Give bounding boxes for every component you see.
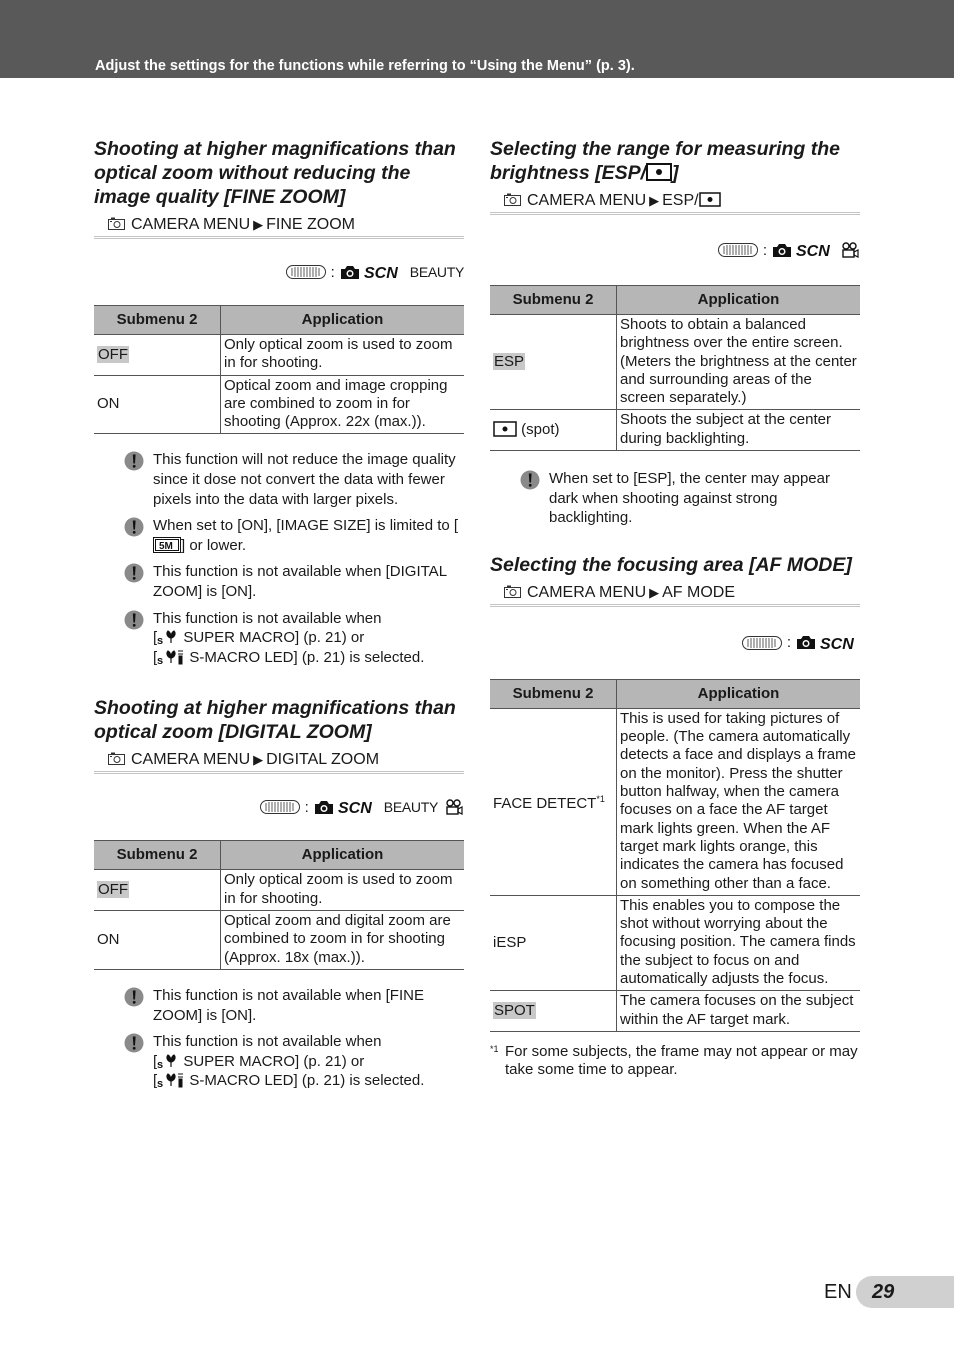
- application-text: This enables you to compose the shot without worrying about the focusing position. The camera finds the subject to focus on and automatically adjusts the focus.: [617, 895, 861, 990]
- note-item: This function is not available when [ s SUPER MACRO] (p. 21) or [ s S-MACRO LED] (p. 21) is selected.: [124, 1032, 464, 1091]
- table-row: [94, 870, 464, 911]
- setting-value: FACE DETECT$^{*1}$: [490, 708, 617, 895]
- camera-mode-icon: [796, 635, 816, 650]
- table-row: [490, 410, 860, 451]
- camera-menu-icon: [504, 585, 521, 598]
- application-text: Only optical zoom is used to zoom in for shooting.: [221, 870, 465, 911]
- digital-zoom-title: Shooting at higher magnifications than optical zoom [DIGITAL ZOOM]: [94, 697, 456, 744]
- column-header-application: Application: [617, 286, 861, 315]
- note-item: [520, 469, 860, 528]
- camera-mode-icon: [340, 265, 360, 280]
- note-text: SUPER MACRO] (p. 21) or: [179, 1052, 365, 1070]
- note-text: When set to [ESP], the center may appear dark when shooting against strong backlighting.: [549, 470, 830, 527]
- application-text: Optical zoom and image cropping are combined to zoom in for shooting (Approx. 22x (max.)).: [221, 375, 465, 434]
- scn-icon: [338, 799, 378, 815]
- af-mode-footnote: [490, 1043, 860, 1080]
- table-row: [94, 375, 464, 434]
- af-mode-table: [490, 679, 860, 1032]
- column-header-submenu: Submenu 2: [490, 286, 617, 315]
- header-band: [0, 0, 954, 78]
- application-text: This is used for taking pictures of people. (The camera automatically detects a face and displays a frame on the monitor). Press the shutter button halfway, when the camera focuses on a face the AF target mark lights green. When the AF target mark lights orange, this indicates the camera has focused on something other than a face.: [617, 708, 861, 895]
- fine-zoom-notes: [94, 450, 464, 667]
- super-macro-icon: [157, 1053, 179, 1069]
- caution-icon: [520, 470, 540, 490]
- setting-value: (spot): [490, 410, 617, 451]
- left-column: [94, 137, 464, 1098]
- fine-zoom-available-modes: [94, 239, 464, 305]
- spot-metering-icon: [493, 421, 517, 437]
- mode-dial-icon: [286, 265, 326, 279]
- application-text: Optical zoom and digital zoom are combined to zoom in for shooting (Approx. 18x (max.)).: [221, 911, 465, 970]
- camera-mode-icon: [314, 800, 334, 815]
- footnote-mark: *1: [490, 1043, 499, 1054]
- arrow-right-icon: ▶: [649, 193, 660, 208]
- note-item: [124, 562, 464, 601]
- svg-text:SCN: SCN: [796, 243, 830, 258]
- fine-zoom-menu-path: [94, 215, 464, 239]
- esp-menu-path: [490, 191, 860, 215]
- svg-text:s: s: [157, 654, 164, 665]
- language-label: EN: [824, 1281, 852, 1303]
- default-setting-value: ESP: [494, 353, 525, 371]
- note-item: [124, 450, 464, 509]
- colon: :: [330, 263, 335, 281]
- menu-path-item: ESP/: [662, 192, 699, 209]
- mode-dial-icon: [718, 243, 758, 257]
- menu-path-root: CAMERA MENU: [527, 583, 647, 601]
- menu-path-item: AF MODE: [662, 583, 736, 601]
- note-text: This function is not available when: [153, 609, 382, 627]
- digital-zoom-notes: [94, 986, 464, 1091]
- esp-title: Selecting the range for measuring the brightness [ESP/ ]: [490, 138, 840, 184]
- arrow-right-icon: ▶: [649, 584, 660, 600]
- menu-path-item: FINE ZOOM: [266, 216, 356, 233]
- svg-text:5M: 5M: [159, 540, 173, 552]
- af-mode-menu-path: [490, 583, 860, 607]
- mode-dial-icon: [260, 800, 300, 814]
- camera-menu-icon: [108, 217, 125, 230]
- spot-metering-icon: [699, 192, 721, 207]
- mode-dial-icon: [742, 636, 782, 650]
- footnote-text: For some subjects, the frame may not appear or may take some time to appear.: [505, 1042, 858, 1079]
- digital-zoom-menu-path: [94, 750, 464, 774]
- menu-path-root: CAMERA MENU: [131, 216, 251, 233]
- note-text: This function is not available when [FINE ZOOM] is [ON].: [153, 986, 424, 1024]
- page-number-tab: [856, 1276, 954, 1308]
- arrow-right-icon: ▶: [253, 752, 264, 768]
- application-text: Shoots the subject at the center during backlighting.: [617, 410, 861, 451]
- caution-icon: [124, 517, 144, 537]
- table-row: [490, 708, 860, 895]
- column-header-submenu: Submenu 2: [94, 841, 221, 870]
- table-row: [94, 911, 464, 970]
- svg-text:SCN: SCN: [363, 265, 398, 280]
- fine-zoom-table: [94, 305, 464, 434]
- application-text: The camera focuses on the subject within the AF target mark.: [617, 991, 861, 1032]
- camera-mode-icon: [772, 243, 792, 258]
- default-setting-value: OFF: [98, 345, 128, 363]
- movie-icon: [840, 242, 860, 258]
- af-mode-available-modes: [490, 607, 860, 679]
- scn-icon: [796, 242, 836, 258]
- beauty-mode-label: BEAUTY: [383, 799, 438, 816]
- table-row: [490, 991, 860, 1032]
- super-macro-icon: [157, 629, 179, 645]
- svg-text:s: s: [157, 635, 164, 646]
- default-setting-value: OFF: [98, 881, 128, 899]
- af-mode-title: Selecting the focusing area [AF MODE]: [490, 553, 852, 576]
- application-text: Shoots to obtain a balanced brightness over the entire screen. (Meters the brightness at the center and surrounding areas of the screen separately.): [617, 315, 861, 410]
- menu-path-root: CAMERA MENU: [131, 751, 251, 769]
- caution-icon: [124, 610, 144, 630]
- column-header-submenu: Submenu 2: [94, 306, 221, 335]
- page-number: 29: [872, 1281, 895, 1303]
- note-text: SUPER MACRO] (p. 21) or: [179, 629, 365, 647]
- spot-metering-icon: [646, 163, 672, 181]
- digital-zoom-section: [94, 696, 464, 1090]
- note-item: [124, 986, 464, 1025]
- note-text: S-MACRO LED] (p. 21) is selected.: [185, 648, 425, 666]
- scn-icon: [820, 635, 860, 651]
- setting-value: ON: [94, 911, 221, 970]
- table-row: [94, 335, 464, 376]
- svg-text:s: s: [157, 1078, 164, 1089]
- default-setting-value: SPOT: [494, 1001, 535, 1019]
- movie-icon: [444, 799, 464, 815]
- column-header-application: Application: [221, 306, 465, 335]
- beauty-mode-label: BEAUTY: [409, 264, 464, 280]
- note-text: This function is not available when [DIGITAL ZOOM] is [ON].: [153, 563, 447, 601]
- esp-notes: [490, 469, 860, 528]
- svg-text:SCN: SCN: [337, 800, 372, 816]
- svg-text:SCN: SCN: [820, 635, 854, 651]
- camera-menu-icon: [108, 752, 125, 765]
- colon: :: [786, 634, 791, 652]
- esp-section: [490, 137, 860, 528]
- caution-icon: [124, 1033, 144, 1053]
- note-text: S-MACRO LED] (p. 21) is selected.: [185, 1072, 425, 1090]
- setting-value: ON: [94, 375, 221, 434]
- caution-icon: [124, 987, 144, 1007]
- note-item: [124, 516, 464, 555]
- digital-zoom-table: [94, 840, 464, 969]
- esp-table: [490, 285, 860, 451]
- table-row: [490, 895, 860, 990]
- colon: :: [304, 798, 309, 816]
- note-text: ] or lower.: [181, 536, 247, 554]
- column-header-submenu: Submenu 2: [490, 679, 617, 708]
- header-instruction: Adjust the settings for the functions while referring to “Using the Menu” (p. 3).: [95, 58, 635, 74]
- column-header-application: Application: [221, 841, 465, 870]
- note-text: This function is not available when: [153, 1033, 382, 1051]
- digital-zoom-available-modes: [94, 774, 464, 840]
- caution-icon: [124, 451, 144, 471]
- svg-text:s: s: [157, 1058, 164, 1069]
- image-size-5m-icon: [153, 537, 181, 553]
- table-row: [490, 315, 860, 410]
- camera-menu-icon: [504, 193, 521, 206]
- fine-zoom-title: Shooting at higher magnifications than optical zoom without reducing the image quality [FINE ZOOM]: [94, 138, 456, 208]
- fine-zoom-section: [94, 137, 464, 667]
- esp-available-modes: [490, 215, 860, 285]
- s-macro-led-icon: [157, 1072, 185, 1088]
- menu-path-item: DIGITAL ZOOM: [266, 751, 380, 769]
- colon: :: [762, 241, 767, 259]
- column-header-application: Application: [617, 679, 861, 708]
- note-text: When set to [ON], [IMAGE SIZE] is limited to [: [153, 517, 459, 535]
- caution-icon: [124, 563, 144, 583]
- setting-value: iESP: [490, 895, 617, 990]
- s-macro-led-icon: [157, 649, 185, 665]
- scn-icon: [364, 264, 404, 280]
- af-mode-section: [490, 553, 860, 1080]
- menu-path-root: CAMERA MENU: [527, 192, 647, 209]
- arrow-right-icon: ▶: [253, 217, 264, 232]
- application-text: Only optical zoom is used to zoom in for shooting.: [221, 335, 465, 376]
- right-column: [490, 137, 860, 1080]
- note-text: This function will not reduce the image quality since it dose not convert the data with fewer pixels into the data with larger pixels.: [153, 451, 456, 508]
- note-item: This function is not available when [ s SUPER MACRO] (p. 21) or [ s S-MACRO LED] (p. 21) is selected.: [124, 609, 464, 668]
